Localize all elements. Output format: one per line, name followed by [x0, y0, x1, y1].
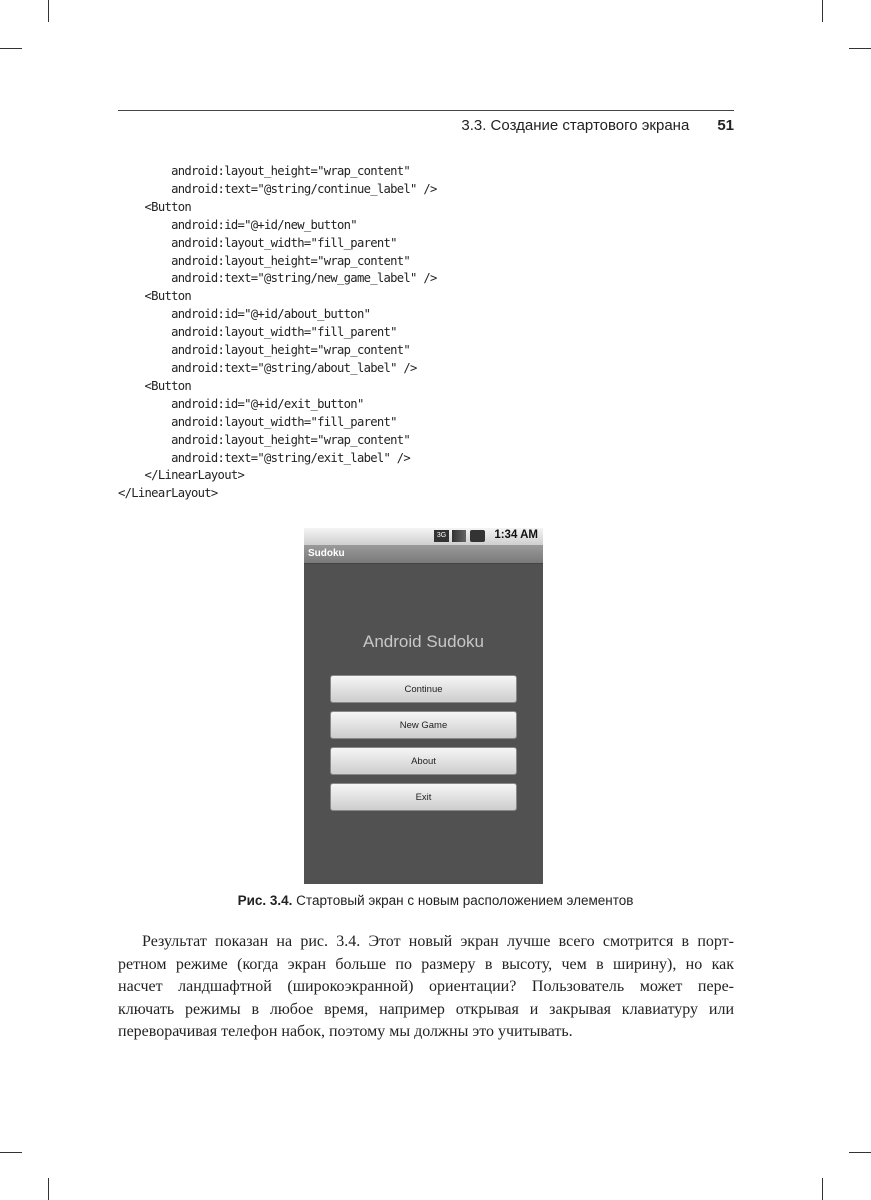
body-line: насчет ландшафтной (широкоэкранной) ориентации? Пользователь может пере- — [118, 978, 734, 995]
body-paragraph — [118, 931, 734, 1044]
crop-mark — [0, 1152, 22, 1153]
status-bar — [304, 528, 543, 545]
about-button: About — [330, 747, 517, 775]
crop-mark — [849, 48, 871, 49]
android-screenshot — [304, 528, 543, 884]
network-3g-icon: 3G — [434, 530, 449, 542]
crop-mark — [849, 1152, 871, 1153]
body-line: ретном режиме (когда экран больше по размеру в высоту, чем в ширину), но как — [118, 955, 734, 973]
new-game-button: New Game — [330, 711, 517, 739]
app-bar-title: Sudoku — [304, 545, 543, 564]
body-line: ключать режимы в любое время, например открывая и закрывая клавиатуру или — [118, 1000, 734, 1018]
battery-icon — [470, 530, 485, 542]
crop-mark — [822, 0, 823, 22]
signal-icon — [452, 530, 466, 542]
caption-label: Рис. 3.4. — [237, 893, 293, 908]
page-number: 51 — [717, 117, 734, 134]
caption-text: Стартовый экран с новым расположением элементов — [292, 893, 634, 908]
figure-caption — [0, 893, 871, 908]
header-rule — [118, 110, 734, 111]
body-line: Результат показан на рис. 3.4. Этот новый экран лучше всего смотрится в порт- — [142, 933, 734, 950]
crop-mark — [48, 1178, 49, 1200]
body-line: переворачивая телефон набок, поэтому мы должны это учитывать. — [118, 1023, 573, 1040]
running-header — [461, 117, 734, 134]
crop-mark — [48, 0, 49, 22]
continue-button: Continue — [330, 675, 517, 703]
exit-button: Exit — [330, 783, 517, 811]
app-title: Android Sudoku — [363, 632, 484, 651]
status-time: 1:34 AM — [494, 529, 538, 541]
crop-mark — [0, 48, 22, 49]
code-listing: android:layout_height="wrap_content" android:text="@string/continue_label" /> <Button android:id="@+id/new_button" android:layout_width="fill_parent" android:layout_height="wrap_content" android:text="@string/new_game_label" /> <Button android:id="@+id/about_button" android:layout_width="fill_parent" android:layout_height="wrap_content" android:text="@string/about_label" /> <Button android:id="@+id/exit_button" android:layout_width="fill_parent" android:layout_height="wrap_content" android:text="@string/exit_label" /> </LinearLayout> </LinearLayout> — [118, 164, 437, 501]
crop-mark — [822, 1178, 823, 1200]
section-title: 3.3. Создание стартового экрана — [461, 117, 690, 134]
